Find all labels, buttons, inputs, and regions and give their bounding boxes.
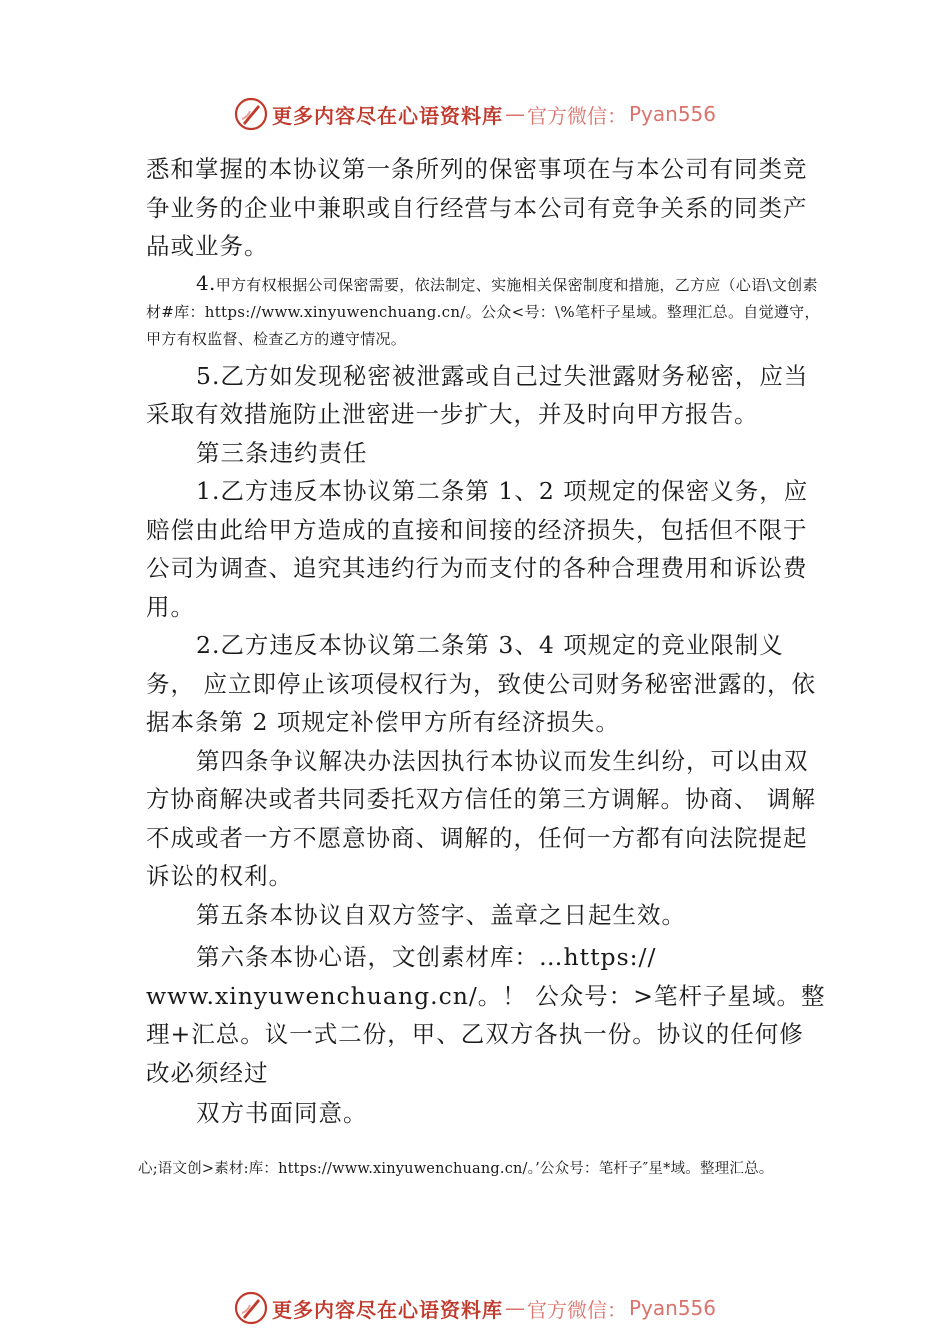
- footer-banner: [0, 1288, 950, 1328]
- paragraph-9a: 第六条本协心语，文创素材库：…https://: [196, 943, 657, 971]
- banner-dash: —: [504, 102, 525, 126]
- banner-text: 更多内容尽在心语资料库: [271, 1297, 503, 1322]
- footnote: 心;语文创>素材:库：https://www.xinyuwenchuang.cn/。’公众号：笔杆子″星*域。整理汇总。: [138, 1161, 774, 1177]
- banner-contact-id: Pyan556: [628, 102, 716, 126]
- paragraph-5: 1.乙方违反本协议第二条第 1、2 项规定的保密义务，应赔偿由此给甲方造成的直接和间接的经济损失，包括但不限于公司为调查、追究其违约行为而支付的各种合理费用和诉讼费用。: [146, 477, 809, 621]
- paragraph-9b: www.xinyuwenchuang.cn/。！ 公众号：>笔杆子星域。整理+汇总。议一式二份，甲、乙双方各执一份。协议的任何修改必须经过: [146, 981, 826, 1087]
- paragraph-2-number: 4.: [196, 270, 216, 295]
- section-heading-3: 第三条违约责任: [196, 438, 368, 467]
- paragraph-10: 双方书面同意。: [196, 1099, 368, 1127]
- paragraph-8: 第五条本协议自双方签字、盖章之日起生效。: [196, 900, 686, 929]
- paragraph-2-text: 甲方有权根据公司保密需要，依法制定、实施相关保密制度和措施，乙方应（心语\文创素材#库：https://www.xinyuwenchuang.cn/。公众<号：\%笔杆子星域。整理汇总。自觉遵守，甲方有权监督、检查乙方的遵守情况。: [146, 275, 820, 348]
- banner-dash: —: [504, 1296, 525, 1320]
- paragraph-3: 5.乙方如发现秘密被泄露或自己过失泄露财务秘密，应当采取有效措施防止泄密进一步扩大，并及时向甲方报告。: [146, 361, 809, 428]
- header-banner: [0, 94, 950, 134]
- document-body: [146, 150, 826, 1133]
- banner-contact-id: Pyan556: [628, 1296, 716, 1320]
- paragraph-6: 2.乙方违反本协议第二条第 3、4 项规定的竞业限制义务， 应立即停止该项侵权行为，致使公司财务秘密泄露的，依据本条第 2 项规定补偿甲方所有经济损失。: [146, 631, 816, 736]
- paragraph-7: 第四条争议解决办法因执行本协议而发生纠纷，可以由双方协商解决或者共同委托双方信任的第三方调解。协商、 调解不成或者一方不愿意协商、调解的，任何一方都有向法院提起诉讼的权利。: [146, 746, 816, 890]
- paragraph-2: [146, 270, 826, 353]
- banner-text: 更多内容尽在心语资料库: [271, 103, 503, 128]
- quill-logo-icon: [234, 97, 268, 131]
- banner-contact-label: 官方微信：: [526, 1297, 627, 1322]
- quill-logo-icon: [234, 1291, 268, 1325]
- paragraph-1: 悉和掌握的本协议第一条所列的保密事项在与本公司有同类竞争业务的企业中兼职或自行经营与本公司有竞争关系的同类产品或业务。: [146, 155, 808, 260]
- banner-contact-label: 官方微信：: [526, 103, 627, 128]
